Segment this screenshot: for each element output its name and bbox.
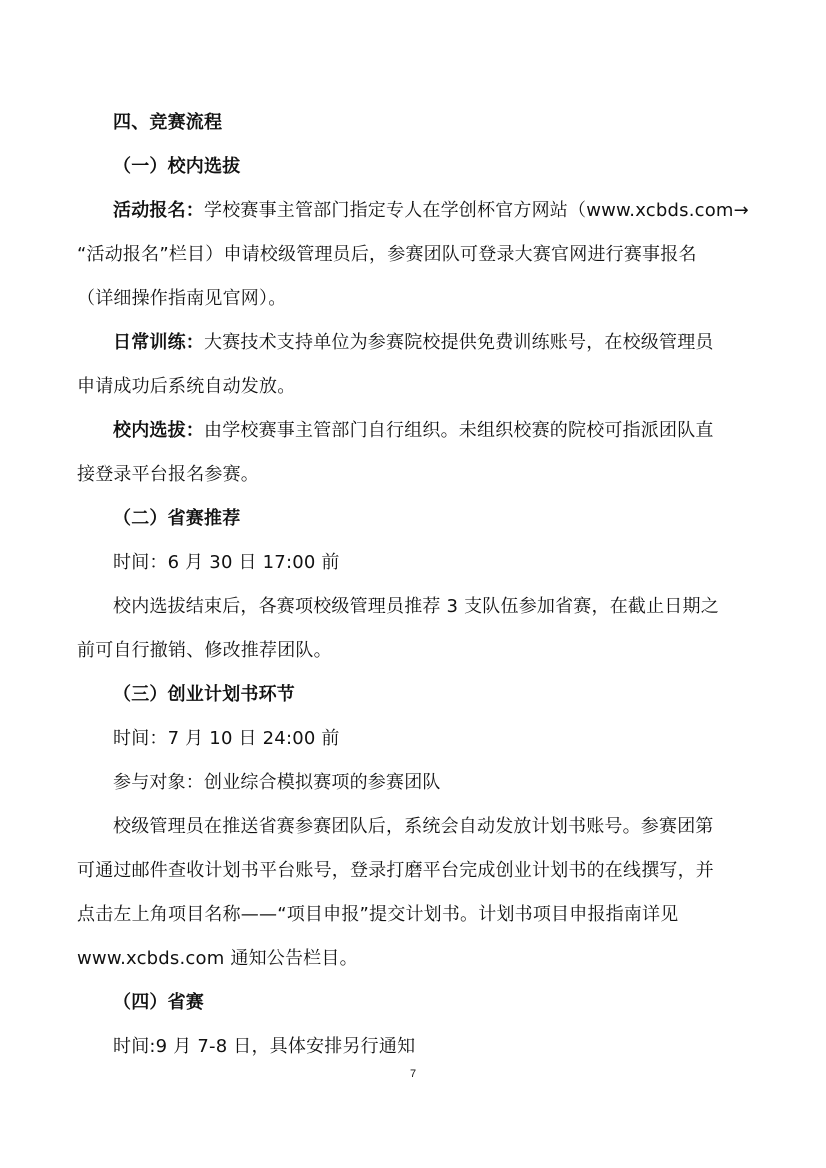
s3-time: 时间：7 月 10 日 24:00 前 — [113, 728, 340, 749]
s2-text-line-2: 前可自行撤销、修改推荐团队。 — [77, 640, 332, 661]
signup-text-line-3: （详细操作指南见官网）。 — [77, 288, 287, 309]
signup-text-line-2: “活动报名”栏目）申请校级管理员后，参赛团队可登录大赛官网进行赛事报名 — [77, 244, 697, 265]
training-text-line-2: 申请成功后系统自动发放。 — [77, 376, 296, 397]
s2-time: 时间：6 月 30 日 17:00 前 — [113, 552, 340, 573]
document-body — [77, 101, 749, 1069]
paragraph-training — [77, 321, 749, 365]
term-training: 日常训练： — [113, 332, 204, 353]
s3-text-line-2: 可通过邮件查收计划书平台账号，登录打磨平台完成创业计划书的在线撰写，并 — [77, 860, 714, 881]
selection-text-line-1: 由学校赛事主管部门自行组织。未组织校赛的院校可指派团队直 — [204, 420, 714, 441]
s3-text-line-4: www.xcbds.com 通知公告栏目。 — [77, 948, 358, 969]
signup-text-line-1: 学校赛事主管部门指定专人在学创杯官方网站（www.xcbds.com→ — [204, 200, 749, 221]
term-selection: 校内选拔： — [113, 420, 204, 441]
section-heading: 四、竞赛流程 — [113, 112, 223, 133]
s3-text-line-3: 点击左上角项目名称——“项目申报”提交计划书。计划书项目申报指南详见 — [77, 904, 679, 925]
s2-text-line-1: 校内选拔结束后，各赛项校级管理员推荐 3 支队伍参加省赛，在截止日期之 — [113, 596, 719, 617]
selection-text-line-2: 接登录平台报名参赛。 — [77, 464, 259, 485]
term-signup: 活动报名： — [113, 200, 204, 221]
subsection-title-3: （三）创业计划书环节 — [113, 684, 295, 705]
subsection-title-4: （四）省赛 — [113, 992, 204, 1013]
training-text-line-1: 大赛技术支持单位为参赛院校提供免费训练账号，在校级管理员 — [204, 332, 714, 353]
paragraph-signup — [77, 189, 749, 233]
s4-time: 时间:9 月 7-8 日，具体安排另行通知 — [113, 1036, 416, 1057]
paragraph-selection — [77, 409, 749, 453]
s3-text-line-1: 校级管理员在推送省赛参赛团队后，系统会自动发放计划书账号。参赛团第 — [113, 816, 714, 837]
subsection-title-2: （二）省赛推荐 — [113, 508, 241, 529]
page-number: 7 — [409, 1068, 417, 1080]
subsection-title-1: （一）校内选拔 — [113, 156, 241, 177]
s3-target: 参与对象：创业综合模拟赛项的参赛团队 — [113, 772, 441, 793]
